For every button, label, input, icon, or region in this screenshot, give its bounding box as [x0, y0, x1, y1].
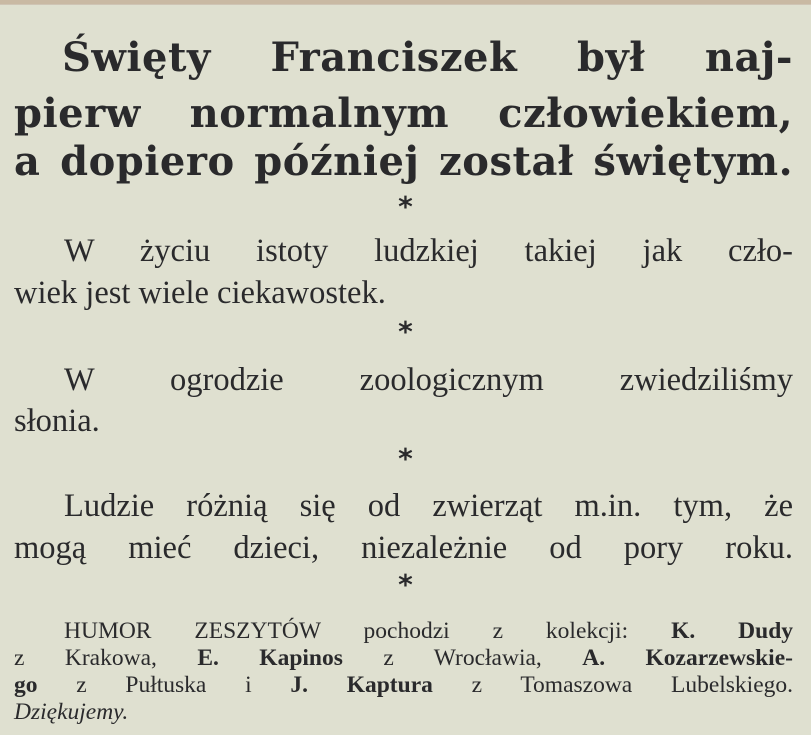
credit-origin-krakow: z Krakowa, — [14, 645, 157, 671]
credit-origin-tomaszow: z Tomaszowa Lubelskiego. — [471, 672, 794, 698]
headline-line-1: Święty Franciszek był naj- — [62, 34, 793, 81]
joke-3-line-2: mogą mieć dzieci, niezależnie od pory roku. — [14, 530, 793, 566]
joke-2-line-1: W ogrodzie zoologicznym zwiedziliśmy — [64, 362, 793, 398]
credit-origin-wroclaw: z Wrocławia, — [383, 645, 542, 671]
joke-1-line-1: W życiu istoty ludzkiej takiej jak czło- — [64, 233, 793, 269]
separator-asterisk-4: * — [398, 568, 413, 601]
credits-line-1 — [0, 618, 811, 645]
credits-line-4 — [0, 699, 811, 726]
credit-origin-pultusk: z Pułtuska i — [76, 672, 252, 698]
credits-intro: HUMOR ZESZYTÓW pochodzi z kolekcji: — [64, 618, 629, 644]
separator-asterisk-2: * — [398, 315, 413, 348]
joke-3-line-1: Ludzie różnią się od zwierząt m.in. tym, że — [64, 488, 793, 524]
credit-name-kaptura: J. Kaptura — [290, 672, 433, 698]
headline-line-3: a dopiero później został świętym. — [14, 138, 793, 185]
separator-asterisk-3: * — [398, 442, 413, 475]
credit-name-kozarzewskiego-end: go — [14, 672, 38, 698]
joke-2-line-2: słonia. — [14, 403, 100, 439]
credits-thanks: Dziękujemy. — [14, 699, 129, 725]
credits-line-2 — [0, 645, 811, 672]
joke-1-line-2: wiek jest wiele ciekawostek. — [14, 275, 386, 311]
credit-name-dudy: K. Dudy — [671, 618, 794, 644]
top-rule — [0, 0, 811, 5]
credits-line-3 — [0, 672, 811, 699]
credit-name-kapinos: E. Kapinos — [197, 645, 343, 671]
credit-name-kozarzewskiego: A. Kozarzewskie- — [582, 645, 793, 671]
headline-line-2: pierw normalnym człowiekiem, — [14, 90, 793, 137]
separator-asterisk-1: * — [398, 190, 413, 223]
